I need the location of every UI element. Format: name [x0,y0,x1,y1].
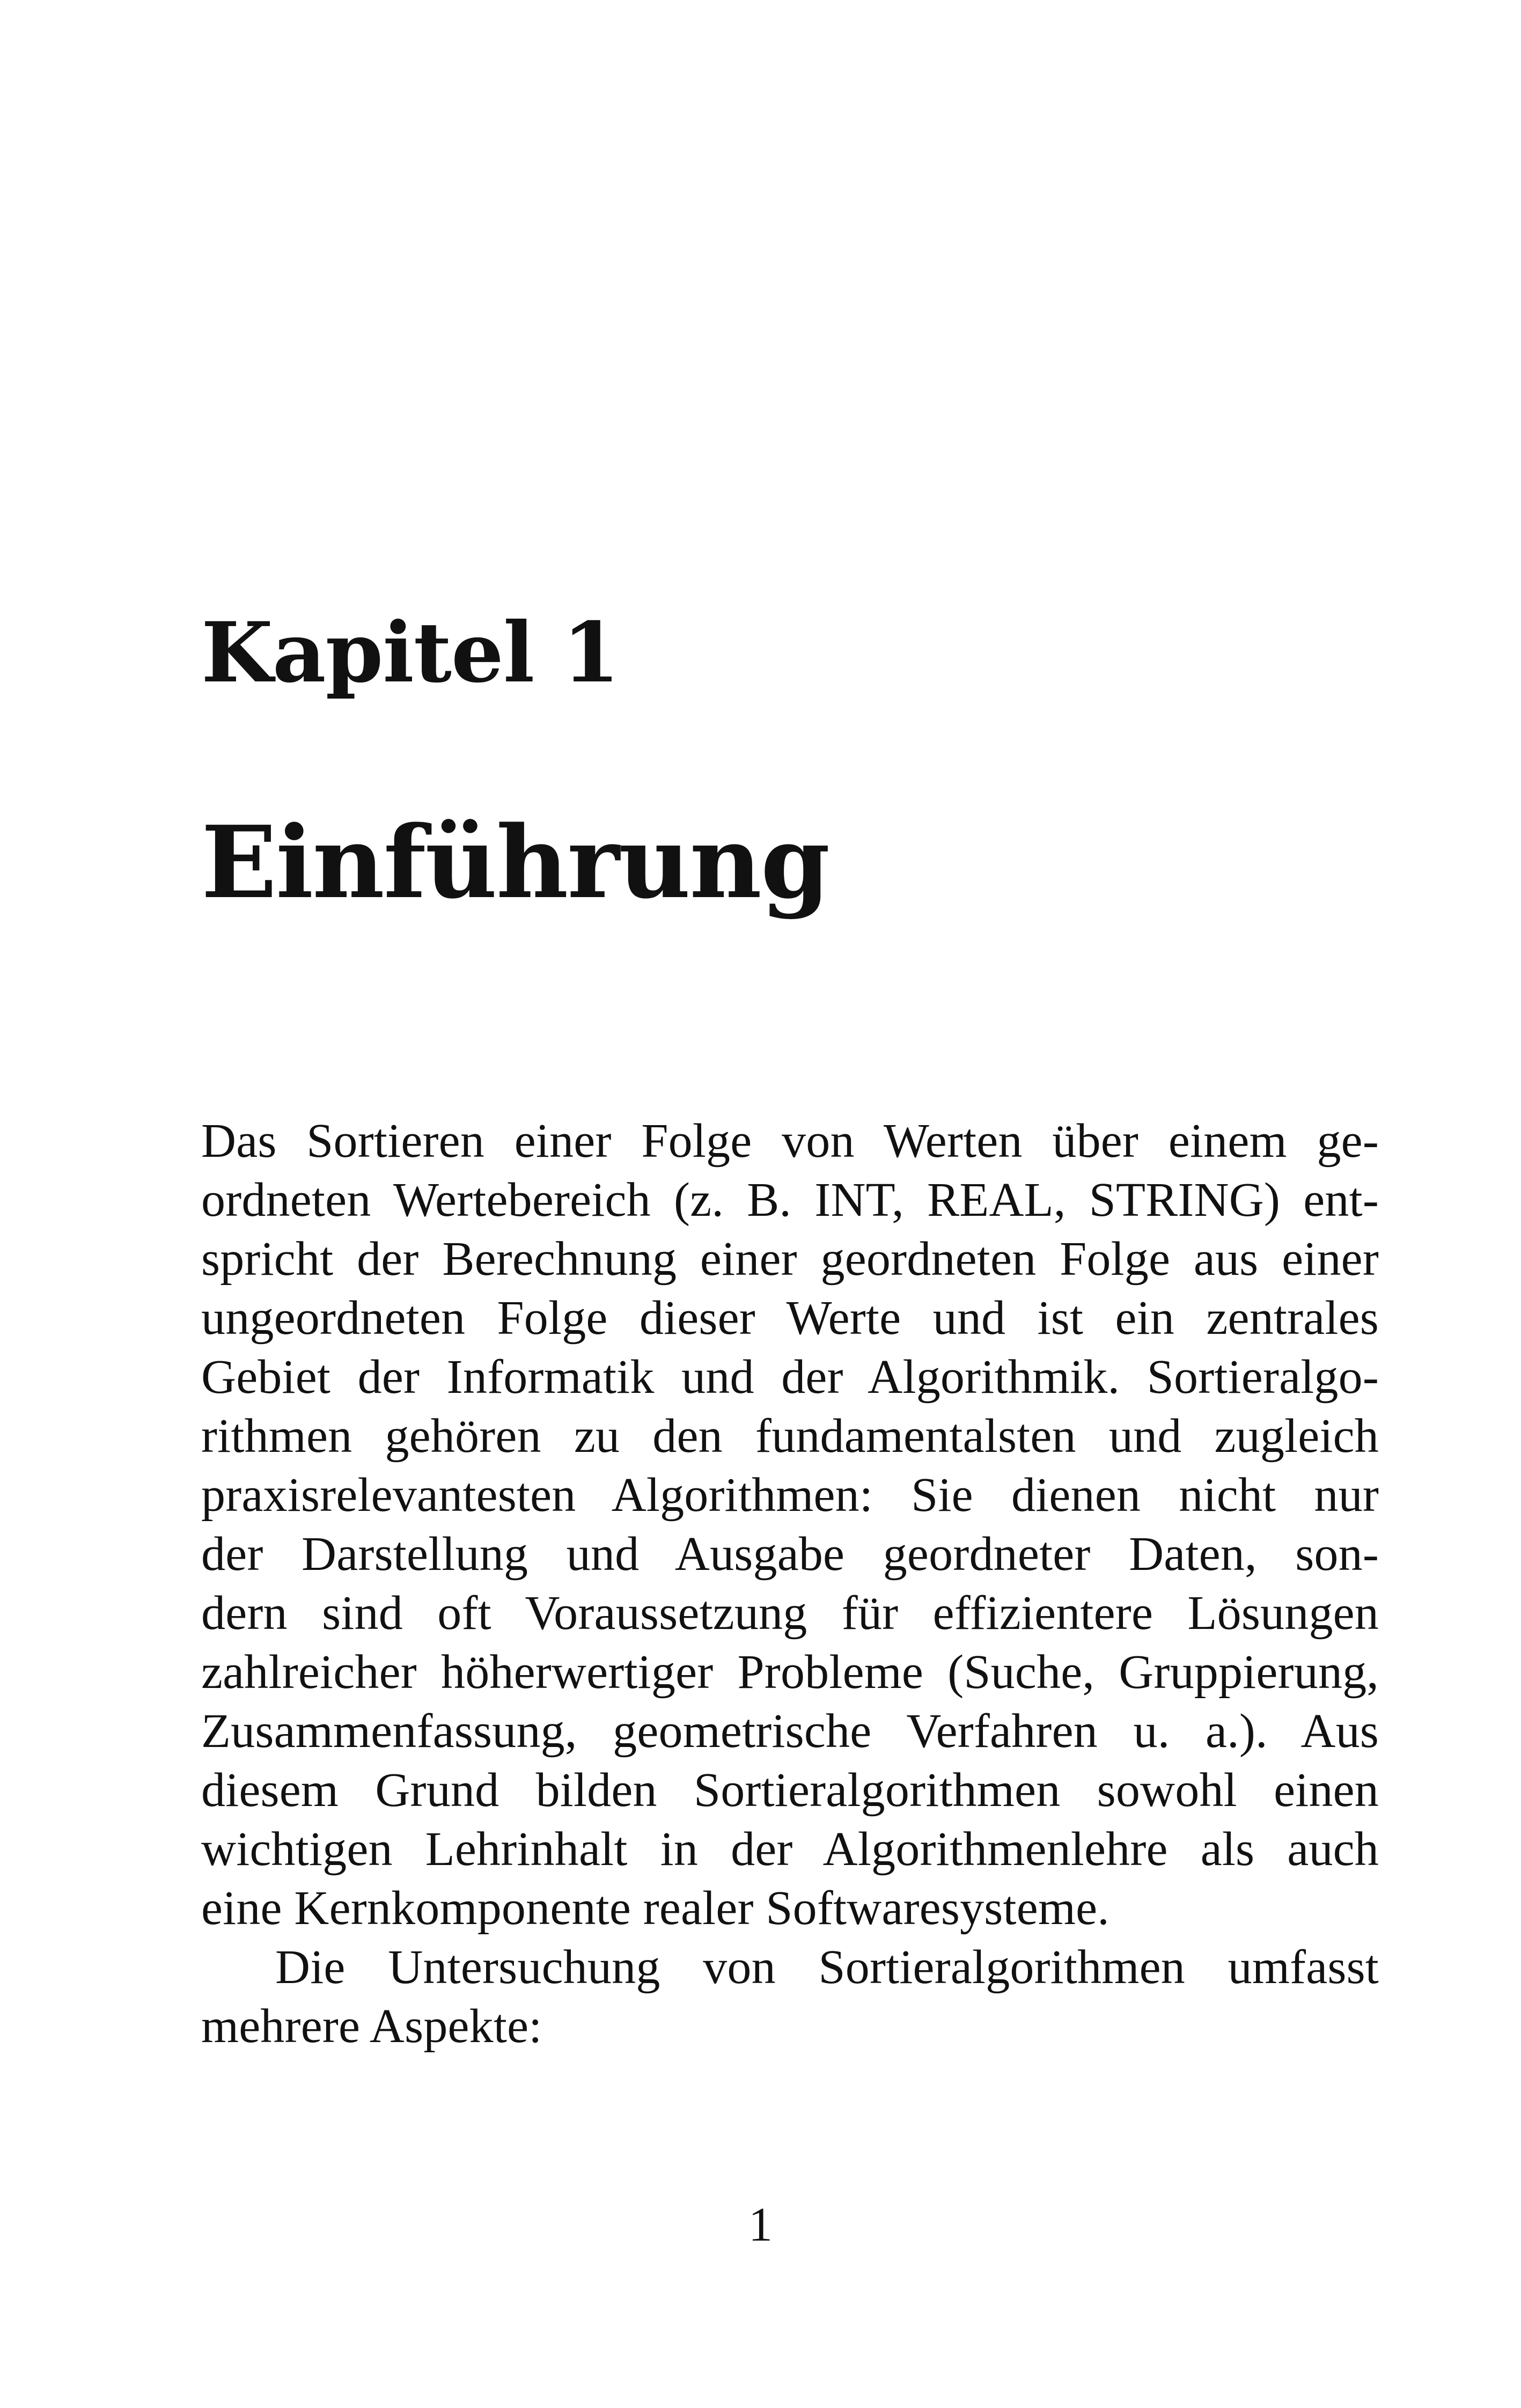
text-line: ordneten Wertebereich (z. B. INT, REAL, STRING) ent- [201,1173,1379,1227]
intro-paragraph [201,1112,1379,1938]
second-paragraph [201,1938,1379,2056]
text-line: ungeordneten Folge dieser Werte und ist ein zentrales [201,1291,1379,1345]
chapter-title: Einführung [201,804,829,921]
text-line: der Darstellung und Ausgabe geordneter Daten, son- [201,1528,1379,1581]
text-line: Zusammenfassung, geometrische Verfahren u. a.). Aus [201,1705,1379,1758]
text-line: wichtigen Lehrinhalt in der Algorithmenlehre als auch [201,1823,1379,1876]
text-line: diesem Grund bilden Sortieralgorithmen sowohl einen [201,1764,1379,1817]
text-line: Die Untersuchung von Sortieralgorithmen umfasst [275,1941,1379,1994]
chapter-label: Kapitel 1 [201,604,620,701]
text-line: Gebiet der Informatik und der Algorithmik. Sortieralgo- [201,1350,1379,1404]
text-line: mehrere Aspekte: [201,2000,542,2053]
text-line: praxisrelevantesten Algorithmen: Sie dienen nicht nur [201,1469,1379,1522]
text-line: dern sind oft Voraussetzung für effizientere Lösungen [201,1587,1379,1640]
text-line: spricht der Berechnung einer geordneten Folge aus einer [201,1232,1379,1286]
text-line: eine Kernkomponente realer Softwaresysteme. [201,1882,1109,1935]
text-line: rithmen gehören zu den fundamentalsten und zugleich [201,1409,1379,1463]
text-line: Das Sortieren einer Folge von Werten über einem ge- [201,1114,1379,1168]
text-line: zahlreicher höherwertiger Probleme (Suche, Gruppierung, [201,1646,1379,1699]
page-number: 1 [748,2198,773,2251]
